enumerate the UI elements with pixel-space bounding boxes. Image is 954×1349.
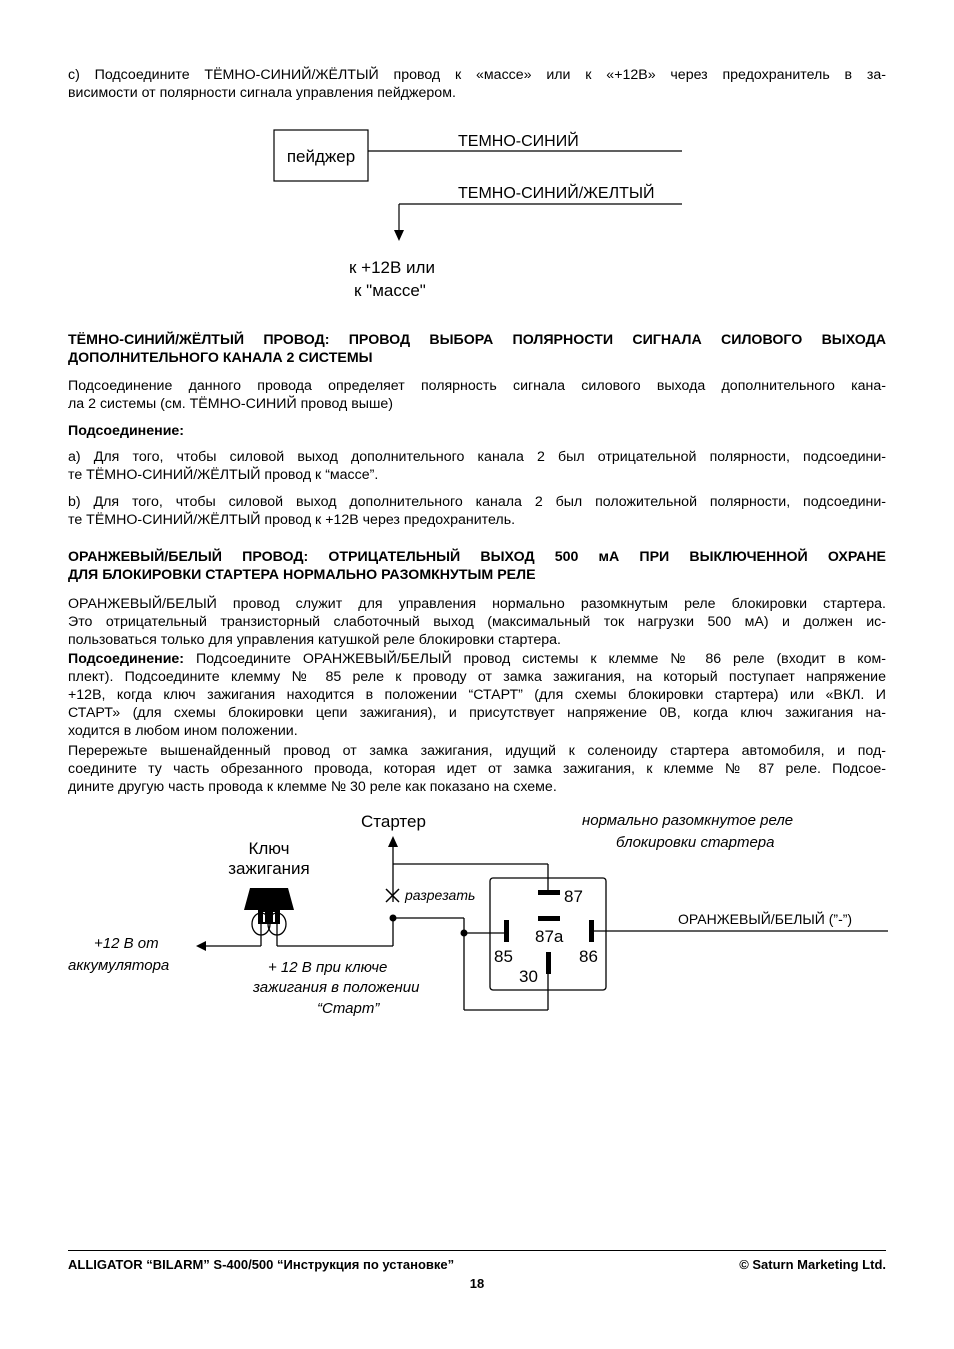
ignition-label-line-1: + 12 В при ключе — [268, 959, 388, 976]
section-2-heading-line-2: ДЛЯ БЛОКИРОВКИ СТАРТЕРА НОРМАЛЬНО РАЗОМКНУТЫМ РЕЛЕ — [68, 567, 536, 583]
starter-relay-diagram — [0, 800, 954, 1030]
page-number: 18 — [469, 1276, 485, 1291]
section-2-paragraph-2 — [68, 650, 886, 740]
pin-86-contact — [589, 920, 594, 942]
footer-copyright: © Saturn Marketing Ltd. — [739, 1257, 886, 1272]
pager-wiring-diagram — [0, 120, 954, 320]
section-2-p2-line-4: СТАРТ» (для схемы блокировки цепи зажигания), и присутствует напряжение 0В, когда ключ зажигания на- — [68, 705, 886, 721]
section-1-item-b — [68, 493, 886, 529]
pager-label: пейджер — [286, 147, 356, 166]
battery-label-line-2: аккумулятора — [68, 957, 170, 974]
section-2-p2-line-1 — [68, 650, 886, 668]
arrow-down-icon — [394, 230, 404, 241]
pin-30-contact — [546, 952, 551, 974]
relay-title-line-2: блокировки стартера — [616, 834, 775, 851]
item-a-line-2: те ТЁМНО-СИНИЙ/ЖЁЛТЫЙ провод к “массе”. — [68, 467, 379, 483]
section-2-heading-line-1: ОРАНЖЕВЫЙ/БЕЛЫЙ ПРОВОД: ОТРИЦАТЕЛЬНЫЙ ВЫХОД 500 мА ПРИ ВЫКЛЮЧЕННОЙ ОХРАНЕ — [68, 549, 886, 565]
pin-86-label: 86 — [579, 947, 598, 966]
key-label-line-2: зажигания — [228, 859, 310, 878]
section-2-p1-line-2: Это отрицательный транзисторный слаботочный выход (максимальный ток нагрузки 500 мА) и должен ис- — [68, 614, 886, 630]
section-1-heading-line-1: ТЁМНО-СИНИЙ/ЖЁЛТЫЙ ПРОВОД: ПРОВОД ВЫБОРА ПОЛЯРНОСТИ СИГНАЛА СИЛОВОГО ВЫХОДА — [68, 332, 886, 348]
pin-85-label: 85 — [494, 947, 513, 966]
section-2-p3-line-2: соедините ту часть обрезанного провода, которая идет от замка зажигания, к клемме № 87 реле. Подсое- — [68, 761, 886, 777]
pin-85-contact — [504, 920, 509, 942]
wire-blue-yellow-label: ТЕМНО-СИНИЙ/ЖЕЛТЫЙ — [458, 185, 655, 202]
key-label-line-1: Ключ — [248, 839, 290, 858]
arrow-left-icon — [196, 941, 206, 951]
section-1-p1-line-2: ла 2 системы (см. ТЁМНО-СИНИЙ провод выше) — [68, 396, 393, 412]
pin-87-label: 87 — [564, 887, 583, 906]
destination-line-2: к "массе" — [354, 281, 426, 300]
arrow-up-icon — [388, 836, 398, 847]
section-2-p2-line-2: плект). Подсоедините клемму № 85 реле к проводу от замка зажигания, на который поступает напряжение — [68, 669, 886, 685]
intro-line-2: висимости от полярности сигнала управления пейджером. — [68, 85, 456, 101]
item-b-line-2: те ТЁМНО-СИНИЙ/ЖЁЛТЫЙ провод к +12В через предохранитель. — [68, 512, 516, 528]
section-1-p1-line-1: Подсоединение данного провода определяет полярность сигнала силового выхода дополнительного кана- — [68, 378, 886, 394]
item-a-line-1: а) Для того, чтобы силовой выход дополнительного канала 2 был отрицательной полярности, подсоедини- — [68, 449, 886, 465]
ignition-label-line-3: “Старт” — [317, 1000, 380, 1017]
pin-87-contact — [538, 890, 560, 895]
section-2-p2-line-5: ходится в любом ином положении. — [68, 723, 298, 739]
section-2-connection-label: Подсоединение: — [68, 651, 185, 667]
section-1-paragraph — [68, 377, 886, 413]
orange-white-label: ОРАНЖЕВЫЙ/БЕЛЫЙ (”-”) — [678, 911, 853, 927]
item-b-line-1: b) Для того, чтобы силовой выход дополнительного канала 2 был положительной полярности, подсоедини- — [68, 494, 886, 510]
section-2-p3-line-1: Перережьте вышенайденный провод от замка зажигания, идущий к соленоиду стартера автомобиля, и под- — [68, 743, 886, 759]
intro-line-1: c) Подсоедините ТЁМНО-СИНИЙ/ЖЁЛТЫЙ провод к «массе» или к «+12В» через предохранитель в за- — [68, 67, 886, 83]
section-2-p2-line-3: +12В, когда ключ зажигания находится в положении “СТАРТ” (для схемы блокировки стартера) или «ВКЛ. И — [68, 687, 886, 703]
footer-rule — [68, 1250, 886, 1251]
cut-label: разрезать — [405, 887, 476, 903]
section-2-paragraph-1 — [68, 595, 886, 649]
relay-title-line-1: нормально разомкнутое реле — [582, 812, 794, 829]
footer-title: ALLIGATOR “BILARM” S-400/500 “Инструкция по установке” — [68, 1257, 455, 1272]
wire-blue-label: ТЕМНО-СИНИЙ — [458, 133, 579, 150]
section-1-heading — [68, 331, 886, 367]
section-2-p1-line-1: ОРАНЖЕВЫЙ/БЕЛЫЙ провод служит для управления нормально разомкнутым реле блокировки стартера. — [68, 596, 886, 612]
section-2-paragraph-3 — [68, 742, 886, 796]
section-1-connection-label: Подсоединение: — [68, 423, 185, 439]
pin-87a-contact — [538, 916, 560, 921]
battery-label-line-1: +12 В от — [94, 935, 159, 952]
section-2-p3-line-3: дините другую часть провода к клемме № 30 реле как показано на схеме. — [68, 779, 557, 795]
intro-paragraph — [68, 66, 886, 102]
section-1-heading-line-2: ДОПОЛНИТЕЛЬНОГО КАНАЛА 2 СИСТЕМЫ — [68, 350, 373, 366]
section-2-p1-line-3: пользоваться только для управления катушкой реле блокировки стартера. — [68, 632, 561, 648]
pin-30-label: 30 — [519, 967, 538, 986]
ignition-label-line-2: зажигания в положении — [253, 979, 420, 996]
pin-87a-label: 87а — [535, 927, 564, 946]
section-2-p2-line-1-text: Подсоедините ОРАНЖЕВЫЙ/БЕЛЫЙ провод системы к клемме № 86 реле (входит в ком- — [184, 651, 886, 667]
destination-line-1: к +12В или — [349, 258, 435, 277]
ignition-key-icon — [244, 888, 294, 946]
starter-label: Стартер — [361, 812, 426, 831]
section-2-heading — [68, 548, 886, 584]
section-1-item-a — [68, 448, 886, 484]
